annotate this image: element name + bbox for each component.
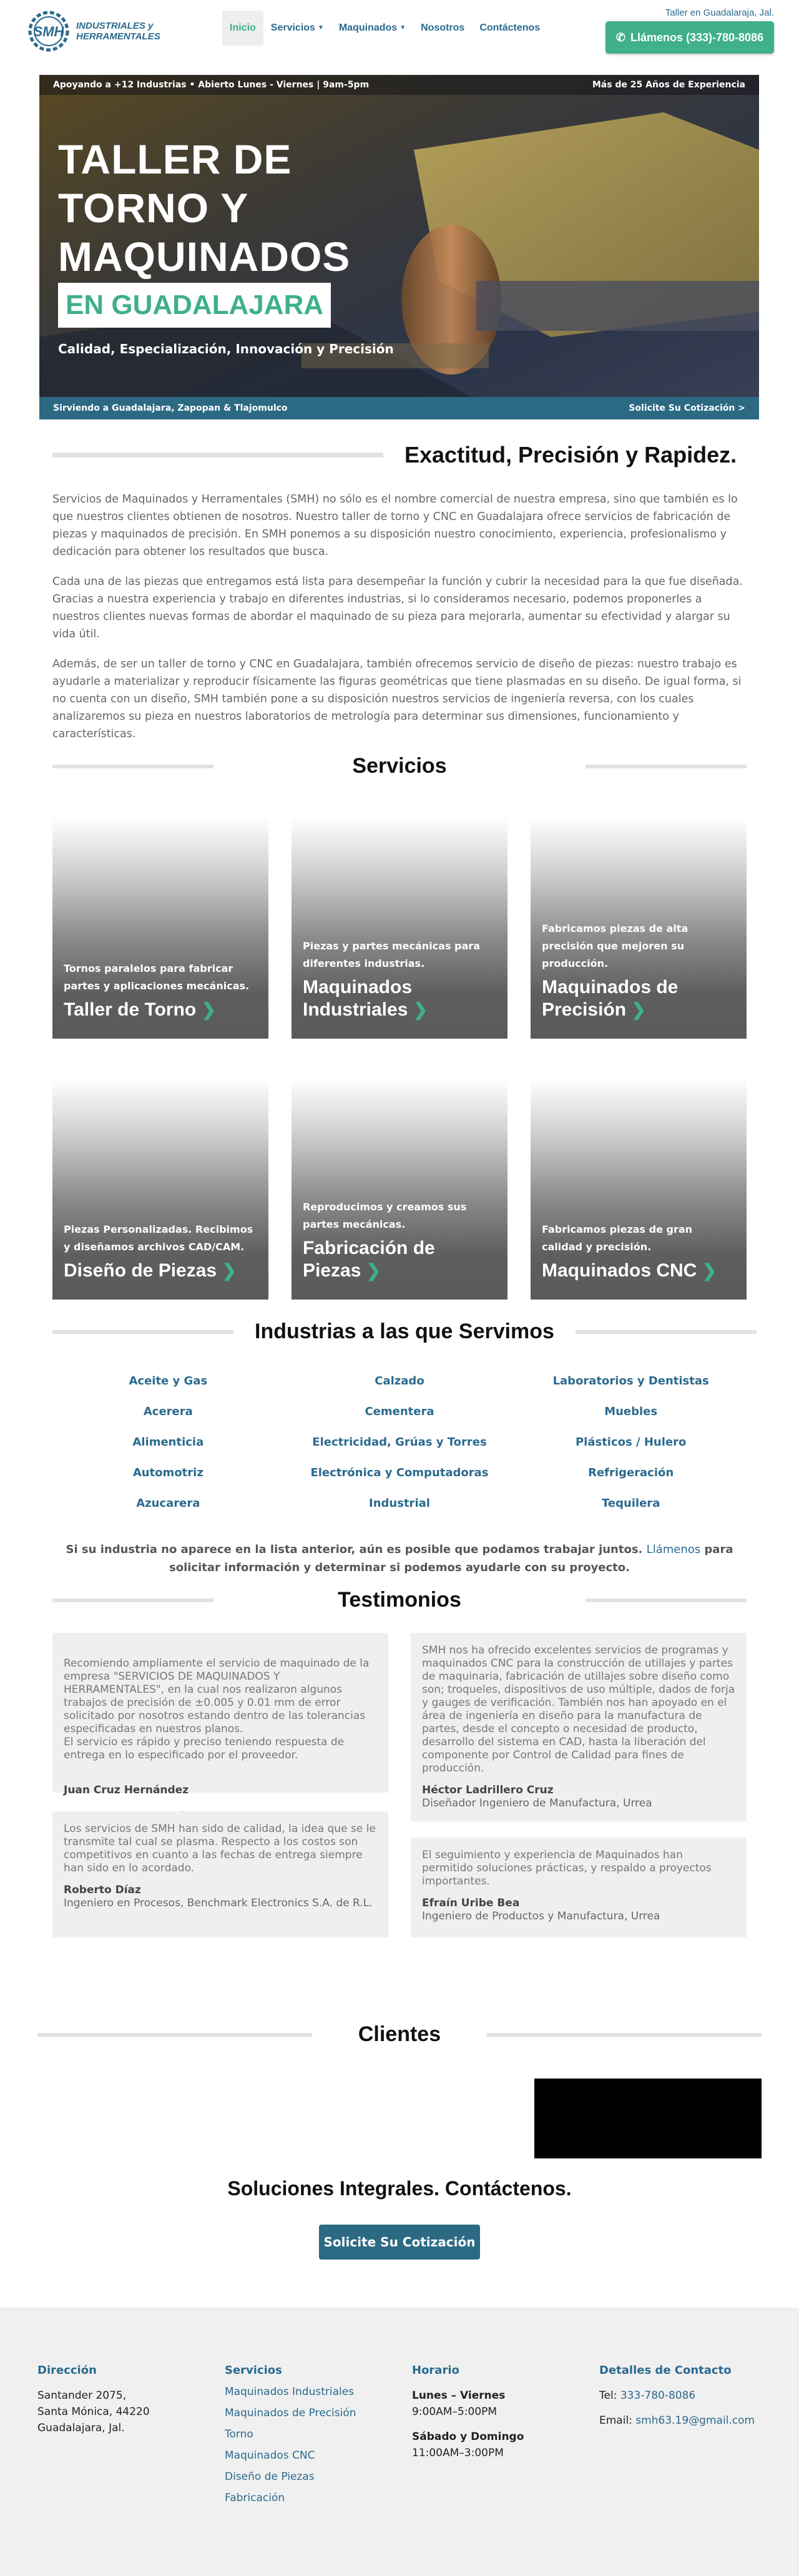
industry-item[interactable]: Acerera (143, 1405, 193, 1418)
testimonial-card (52, 1633, 388, 1796)
footer-address (37, 2363, 150, 2436)
logo-text (76, 21, 160, 42)
hero-title (58, 135, 350, 281)
footer-heading: Horario (412, 2364, 459, 2377)
industry-item[interactable]: Muebles (604, 1405, 658, 1418)
footer-link[interactable]: Maquinados CNC (225, 2449, 315, 2462)
footer-link[interactable]: Diseño de Piezas (225, 2471, 315, 2483)
industry-item[interactable]: Electricidad, Grúas y Torres (312, 1436, 487, 1449)
note-text: Si su industria no aparece en la lista anterior, aún es posible que podamos trabajar juntos. (66, 1543, 643, 1556)
nav-inicio[interactable] (222, 11, 263, 46)
svg-text:SMH: SMH (33, 24, 64, 39)
divider (586, 765, 747, 768)
phone-link[interactable]: 333-780-8086 (620, 2389, 696, 2402)
industry-item[interactable]: Automotriz (132, 1466, 203, 1479)
hours-time: 11:00AM–3:00PM (412, 2447, 504, 2459)
service-area-text: Sirviendo a Guadalajara, Zapopan & Tlajomulco (53, 403, 288, 413)
hero-subtitle: Calidad, Especialización, Innovación y Precisión (58, 341, 394, 356)
industry-item[interactable]: Industrial (369, 1497, 430, 1510)
hero-banner (39, 75, 759, 419)
hours-day: Lunes – Viernes (412, 2389, 506, 2402)
service-card-fabricacion[interactable] (292, 1079, 507, 1300)
nav-label: Nosotros (421, 22, 465, 33)
card-description: Tornos paralelos para fabricar partes y aplicaciones mecánicas. (64, 962, 250, 992)
intro-paragraph-1: Servicios de Maquinados y Herramentales (SMH) no sólo es el nombre comercial de nuestra empresa, sino que también es lo que nuestros clientes obtienen de nosotros. Nuestro taller de torno y CNC en Guadalajara ofrece servicios de fabricación de piezas y maquinados de precisión. En SMH ponemos a su disposición nuestro conocimiento, experiencia, profesionalismo y dedicación para obtener los resultados que busca. (52, 493, 738, 558)
call-button-label: Llámenos (333)-780-8086 (630, 31, 764, 44)
clients-heading-row (37, 2022, 762, 2047)
footer-link[interactable]: Torno (225, 2428, 253, 2441)
footer-hours (412, 2363, 524, 2461)
hero-hours-text: Apoyando a +12 Industrias • Abierto Lunes - Viernes | 9am-5pm (53, 80, 370, 90)
phone-icon: ✆ (615, 31, 625, 44)
industries-heading: Industrias a las que Servimos (255, 1320, 554, 1343)
testimonial-text: El seguimiento y experiencia de Maquinados han permitido soluciones prácticas, y respaldo a proyectos importantes. (422, 1849, 712, 1888)
card-title (303, 976, 496, 1021)
card-title (303, 1237, 496, 1282)
card-title (64, 1260, 257, 1282)
quote-button[interactable]: Solicite Su Cotización (319, 2225, 480, 2260)
testimonial-text: SMH nos ha ofrecido excelentes servicios de programas y maquinados CNC para la construcción de utillajes y partes de maquinaria, fabricación de utillajes sobre diseño como son; troqueles, dispositivos de uso múltiple, dados de forja y gauges de verificación. También nos han apoyado en el área de ingeniería en diseño para la manufactura de partes, desde el concepto o necesidad de producto, desarrollo del sistema en CAD, hasta la liberación del componente por Control de Calidad para fines de producción. (422, 1644, 735, 1775)
footer-heading: Dirección (37, 2364, 97, 2377)
card-description: Fabricamos piezas de alta precisión que mejoren su producción. (542, 923, 689, 969)
note-text: para solicitar información y determinar si podemos ayudarle con su proyecto. (169, 1543, 733, 1574)
nav-label: Servicios (270, 22, 315, 33)
gear-logo-icon (25, 9, 72, 54)
footer-heading: Detalles de Contacto (599, 2364, 732, 2377)
contact-email (599, 2412, 755, 2429)
testimonial-card (411, 1633, 747, 1821)
card-description: Piezas y partes mecánicas para diferentes industrias. (303, 940, 480, 969)
hero-bottom-bar (39, 397, 759, 419)
card-title-text: Maquinados de Precisión (542, 977, 679, 1020)
location-note: Taller en Guadalaraja, Jal. (665, 7, 774, 18)
chevron-down-icon: ▼ (317, 24, 324, 31)
industry-item[interactable]: Refrigeración (588, 1466, 674, 1479)
card-description: Piezas Personalizadas. Recibimos y diseñamos archivos CAD/CAM. (64, 1223, 253, 1253)
testimonial-name: Efraín Uribe Bea (422, 1897, 520, 1909)
industry-item[interactable]: Calzado (375, 1374, 424, 1388)
testimonial-role: Diseñador Ingeniero de Manufactura, Urrea (422, 1797, 652, 1810)
hero-experience-text: Más de 25 Años de Experiencia (592, 80, 745, 90)
chevron-right-icon: ❯ (201, 1000, 217, 1019)
hero-title-line: TALLER DE (58, 136, 292, 182)
intro-heading: Exactitud, Precisión y Rapidez. (404, 442, 737, 468)
nav-maquinados[interactable] (331, 11, 413, 46)
site-footer (0, 2308, 799, 2576)
card-title (542, 1260, 735, 1282)
chevron-right-icon: ❯ (366, 1261, 381, 1280)
service-card-diseno[interactable] (52, 1079, 268, 1300)
services-heading: Servicios (352, 754, 447, 778)
footer-link[interactable]: Fabricación (225, 2492, 285, 2504)
industries-list (52, 1373, 747, 1512)
intro-paragraph-2: Cada una de las piezas que entregamos está lista para desempeñar la función y cubrir la necesidad para la que fue diseñada. Gracias a nuestra experiencia y trabajo en diferentes industrias, si lo consideramos necesario, podemos proponerles a nuestros clientes nuevas formas de abordar el maquinado de su pieza para mejorarla, aumentar su efectividad y alargar su vida útil. (52, 575, 743, 640)
testimonial-card (52, 1811, 388, 1937)
card-description: Reproducimos y creamos sus partes mecánicas. (303, 1201, 467, 1230)
email-label: Email: (599, 2414, 632, 2427)
card-title (64, 999, 257, 1021)
nav-label: Inicio (230, 22, 256, 33)
cta-title: Soluciones Integrales. Contáctenos. (227, 2177, 572, 2200)
hero-city-badge: EN GUADALAJARA (58, 283, 331, 328)
card-description: Fabricamos piezas de gran calidad y precisión. (542, 1223, 693, 1253)
nav-servicios[interactable] (263, 11, 331, 46)
footer-heading: Servicios (225, 2364, 282, 2377)
logo[interactable] (25, 9, 160, 54)
industry-item[interactable]: Cementera (365, 1405, 434, 1418)
chevron-right-icon: ❯ (413, 1000, 428, 1019)
hours-day: Sábado y Domingo (412, 2431, 524, 2443)
logo-text-line2: HERRAMENTALES (76, 31, 160, 42)
industry-item[interactable]: Aceite y Gas (129, 1374, 208, 1388)
divider (586, 1599, 747, 1602)
client-logo-carousel[interactable] (534, 2079, 762, 2158)
industries-note (52, 1540, 747, 1577)
card-title-text: Maquinados Industriales (303, 977, 413, 1020)
divider (576, 1330, 757, 1334)
divider (52, 1330, 233, 1334)
hours-time: 9:00AM–5:00PM (412, 2406, 498, 2418)
contact-phone (599, 2387, 755, 2404)
intro-heading-row (52, 442, 747, 468)
card-title (542, 976, 735, 1021)
divider (52, 453, 383, 458)
chevron-down-icon: ▼ (400, 24, 406, 31)
logo-text-line1: INDUSTRIALES y (76, 21, 154, 31)
nav-label: Maquinados (338, 22, 398, 33)
divider (52, 1599, 213, 1602)
industry-item[interactable]: Plásticos / Hulero (575, 1436, 687, 1449)
call-link[interactable]: Llámenos (646, 1543, 701, 1556)
card-title-text: Maquinados CNC (542, 1260, 697, 1281)
industry-item[interactable]: Tequilera (601, 1497, 660, 1510)
divider (52, 765, 213, 768)
address-line: Guadalajara, Jal. (37, 2422, 125, 2434)
quote-link[interactable]: Solicite Su Cotización > (629, 403, 745, 413)
footer-link[interactable]: Maquinados Industriales (225, 2386, 355, 2398)
card-title-text: Fabricación de Piezas (303, 1238, 435, 1281)
industries-heading-row (52, 1320, 747, 1344)
call-button[interactable] (605, 21, 774, 54)
card-title-text: Diseño de Piezas (64, 1260, 217, 1281)
testimonial-text: Recomiendo ampliamente el servicio de maquinado de la empresa "SERVICIOS DE MAQUINADOS Y HERRAMENTALES", en la cual nos realizaron algunos trabajos de precisión de ±0.005 y 0.01 mm de error solicitado por nosotros estando dentro de las tolerancias especificadas en nuestros planos. El servicio es rápido y preciso teniendo respuesta de entrega en lo especificado por el proveedor. (64, 1657, 370, 1761)
services-heading-row (52, 754, 747, 778)
testimonial-role: Ingeniero en Procesos, Benchmark Electronics S.A. de R.L. (64, 1897, 373, 1909)
industry-item[interactable]: Azucarera (136, 1497, 200, 1510)
clients-heading: Clientes (358, 2022, 441, 2046)
nav-nosotros[interactable] (413, 11, 472, 46)
testimonial-role: Ingeniero de Productos y Manufactura, Urrea (422, 1910, 660, 1922)
email-link[interactable]: smh63.19@gmail.com (635, 2414, 755, 2427)
chevron-right-icon: ❯ (702, 1261, 717, 1280)
testimonials-heading: Testimonios (338, 1588, 461, 1612)
hero-info-bar (39, 75, 759, 95)
nav-label: Contáctenos (479, 22, 541, 33)
nav-contactenos[interactable] (472, 11, 547, 46)
divider (37, 2033, 312, 2037)
testimonial-name: Roberto Díaz (64, 1884, 141, 1896)
divider (487, 2033, 762, 2037)
testimonials-heading-row (52, 1588, 747, 1612)
service-card-cnc[interactable] (531, 1079, 747, 1300)
service-card-precision[interactable] (531, 818, 747, 1039)
address-line: Santa Mónica, 44220 (37, 2406, 150, 2418)
hero-title-line: TORNO Y (58, 185, 249, 231)
footer-contact (599, 2363, 755, 2429)
testimonial-text: Los servicios de SMH han sido de calidad, la idea que se le transmite tal cual se plasma. Respecto a los costos son competitivos en cuanto a las fechas de entrega siempre han sido en lo acordado. (64, 1823, 376, 1874)
industry-item[interactable]: Laboratorios y Dentistas (552, 1374, 709, 1388)
testimonial-name: Juan Cruz Hernández (64, 1784, 189, 1796)
main-nav (222, 11, 547, 46)
footer-link[interactable]: Maquinados de Precisión (225, 2407, 356, 2419)
phone-label: Tel: (599, 2389, 617, 2402)
service-card-industriales[interactable] (292, 818, 507, 1039)
testimonial-card (411, 1838, 747, 1937)
hero-title-line: MAQUINADOS (58, 233, 351, 280)
industry-item[interactable]: Alimenticia (132, 1436, 204, 1449)
site-header (0, 0, 799, 65)
footer-services (225, 2363, 356, 2509)
chevron-right-icon: ❯ (222, 1261, 237, 1280)
service-card-torno[interactable] (52, 818, 268, 1039)
chevron-right-icon: ❯ (631, 1000, 646, 1019)
intro-paragraph-3: Además, de ser un taller de torno y CNC en Guadalajara, también ofrecemos servicio de diseño de piezas: nuestro trabajo es ayudarle a materializar y reproducir físicamente las figuras geométricas que tiene plasmadas en su diseño. De igual forma, si no cuenta con un diseño, SMH también pone a su disposición nuestros servicios de ingeniería reversa, con los cuales analizaremos su pieza en nuestros laboratorios de metrología para determinar sus dimensiones, funcionamiento y características. (52, 658, 742, 740)
industry-item[interactable]: Electrónica y Computadoras (310, 1466, 489, 1479)
address-line: Santander 2075, (37, 2389, 127, 2402)
card-title-text: Taller de Torno (64, 999, 197, 1020)
logo-mark (25, 9, 72, 54)
testimonial-name: Héctor Ladrillero Cruz (422, 1784, 554, 1796)
